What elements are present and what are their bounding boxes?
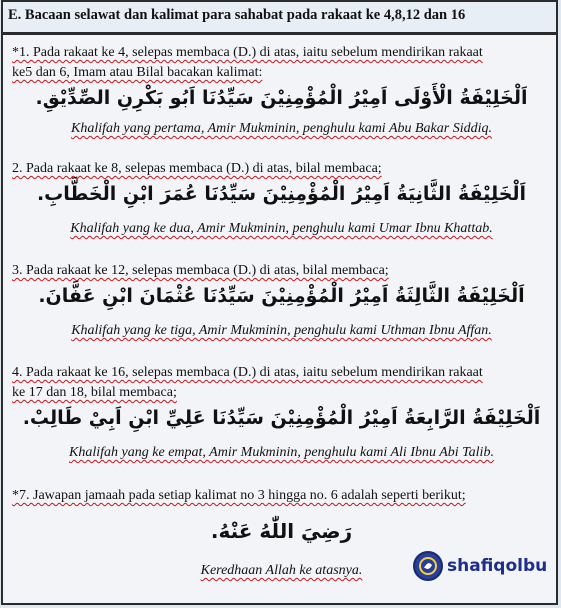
section-3-arabic: اَلْخَلِيْفَةُ الثَّالِثَةُ اَمِيْرُ الْمُؤْمِنِيْنَ سَيِّدُنَا عُثْمَانَ ابْنِ عَفَّانَ. [38, 285, 525, 307]
section-1-intro-line-2: ke5 dan 6, Imam atau Bilal bacakan kalimat: [12, 65, 263, 80]
section-1-arabic: اَلْخَلِيْفَةُ الْأَوْلَى اَمِيْرُ الْمُؤْمِنِيْنَ سَيِّدُنَا اَبُو بَكْرِنِ الصِّدِّيْقِ. [35, 87, 528, 109]
closing-arabic: رَضِيَ اللّٰهُ عَنْهُ. [210, 519, 353, 543]
section-4-translation: Khalifah yang ke empat, Amir Mukminin, penghulu kami Ali Ibnu Abi Talib. [69, 445, 494, 460]
content-box [1, 33, 558, 605]
section-1-intro-line-1: *1. Pada rakaat ke 4, selepas membaca (D.) di atas, iaitu sebelum mendirikan rakaat [12, 45, 483, 60]
section-1-translation: Khalifah yang pertama, Amir Mukminin, penghulu kami Abu Bakar Siddiq. [70, 121, 492, 136]
section-4-intro-line-1: 4. Pada rakaat ke 16, selepas membaca (D.) di atas, iaitu sebelum mendirikan rakaat [12, 365, 483, 380]
section-4-intro-line-2: ke 17 dan 18, bilal membaca; [12, 385, 177, 400]
watermark-text: shafiqolbu [447, 556, 548, 576]
section-3-translation: Khalifah yang ke tiga, Amir Mukminin, penghulu kami Uthman Ibnu Affan. [71, 323, 492, 338]
section-title: E. Bacaan selawat dan kalimat para sahabat pada rakaat ke 4,8,12 dan 16 [8, 7, 466, 23]
sq-logo-icon [413, 551, 443, 581]
section-2-arabic: اَلْخَلِيْفَةُ الثَّانِيَةُ اَمِيْرُ الْمُؤْمِنِيْنَ سَيِّدُنَا عُمَرَ ابْنِ الْخَطَّابِ. [36, 183, 527, 205]
closing-translation: Keredhaan Allah ke atasnya. [200, 563, 363, 578]
title-box [1, 0, 558, 34]
closing-line: *7. Jawapan jamaah pada setiap kalimat no 3 hingga no. 6 adalah seperti berikut; [12, 488, 466, 503]
section-4-arabic: اَلْخَلِيْفَةُ الرَّابِعَةُ اَمِيْرُ الْمُؤْمِنِيْنَ سَيِّدُنَا عَلِيِّ ابْنِ اَبِيْ طَالِبْ. [22, 407, 541, 429]
section-2-intro-line-1: 2. Pada rakaat ke 8, selepas membaca (D.) di atas, bilal membaca; [12, 161, 382, 176]
watermark-logo [413, 550, 547, 582]
section-2-translation: Khalifah yang ke dua, Amir Mukminin, penghulu kami Umar Ibnu Khattab. [70, 221, 493, 236]
section-3-intro-line-1: 3. Pada rakaat ke 12, selepas membaca (D.) di atas, bilal membaca; [12, 263, 389, 278]
